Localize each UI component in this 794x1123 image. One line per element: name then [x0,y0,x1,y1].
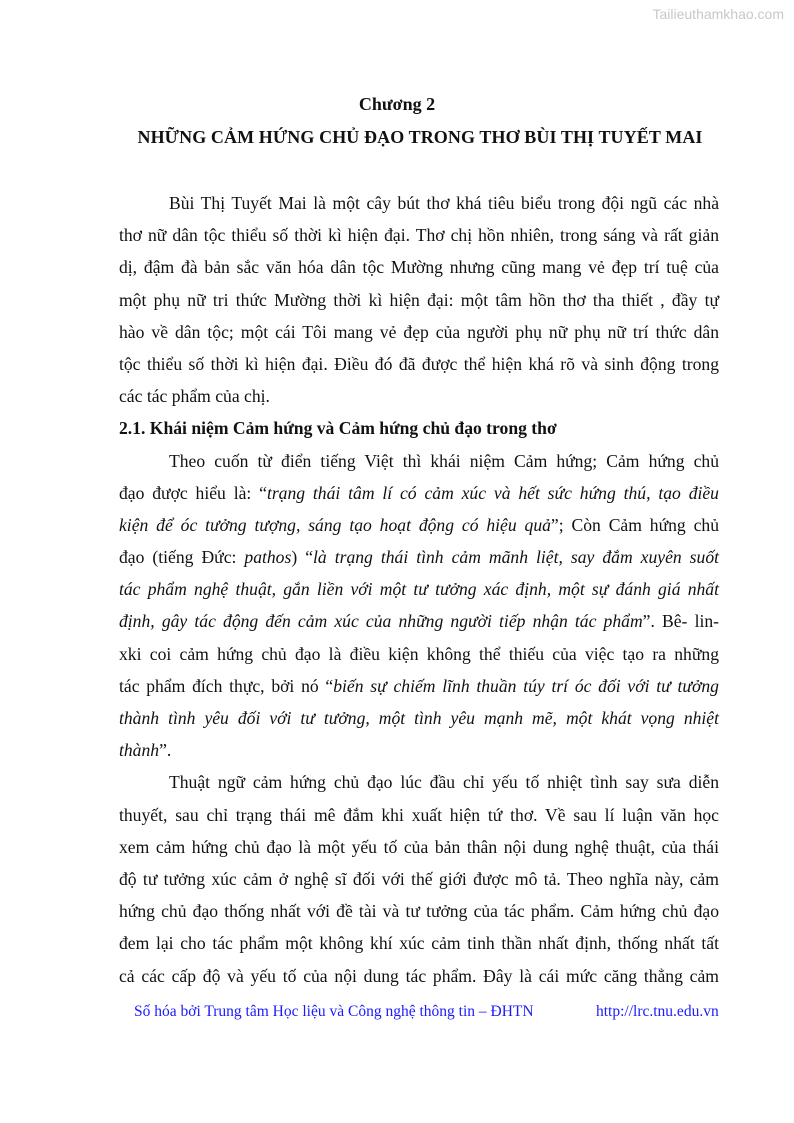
text-segment: một phụ nữ tri thức Mường thời kì hiện đại: một tâm hồn thơ tha thiết , đầy tự [119,289,719,310]
text-line [119,638,719,670]
text-line [119,895,719,927]
chapter-heading: Chương 2 [358,94,436,114]
footer-link[interactable]: http://lrc.tnu.edu.vn [596,1003,719,1020]
italic-quote: pathos [244,547,292,568]
italic-quote: trạng thái tâm lí có cảm xúc và hết sức hứng thú, tạo điều [266,482,719,503]
text-segment: Bùi Thị Tuyết Mai là một cây bút thơ khá tiêu biểu trong đội ngũ các nhà [169,193,719,213]
italic-quote: thành tình yêu đối với tư tưởng, một tình yêu mạnh mẽ, một khát vọng nhiệt [119,708,719,728]
text-segment: tộc thiểu số thời kì hiện đại. Điều đó đã được thể hiện khá rõ và sinh động trong [119,353,719,374]
text-segment: Theo cuốn từ điển tiếng Việt thì khái niệm Cảm hứng; Cảm hứng chủ [169,450,719,471]
text-line [119,605,719,637]
text-segment: các tác phẩm của chị. [119,386,270,407]
text-line [119,573,719,605]
text-line [119,316,719,348]
text-segment: đạo (tiếng Đức: [119,547,245,568]
italic-quote: thành [119,740,160,761]
text-line [119,766,719,798]
text-segment: xem cảm hứng chủ đạo là một yếu tố của bản thân nội dung nghệ thuật, của thái [119,836,719,857]
italic-quote: kiện để óc tưởng tượng, sáng tạo hoạt động có hiệu quả [119,514,551,535]
text-segment: đạo được hiểu là: “ [119,482,267,503]
text-line [119,702,719,734]
text-line [119,187,719,219]
italic-quote: biến sự chiếm lĩnh thuần túy trí óc đối với tư tưởng [333,675,719,696]
text-segment: dị, đậm đà bản sắc văn hóa dân tộc Mường nhưng cũng mang vẻ đẹp trí tuệ của [119,257,719,278]
text-segment: độ tư tưởng xúc cảm ở nghệ sĩ đối với thế giới được mô tả. Theo nghĩa này, cảm [119,868,719,889]
text-segment: thơ nữ dân tộc thiểu số thời kì hiện đại. Thơ chị hồn nhiên, trong sáng và rất giản [119,225,719,246]
text-line [119,799,719,831]
text-line [119,831,719,863]
text-line [119,284,719,316]
text-segment: đem lại cho tác phẩm một không khí xúc cảm tinh thần nhất định, thống nhất tất [119,933,719,954]
text-line [119,670,719,702]
text-line [119,380,719,412]
text-segment: ”. Bê- lin- [642,611,719,632]
text-segment: ”; Còn Cảm hứng chủ [550,514,719,535]
text-line [119,509,719,541]
text-segment: 2.1. Khái niệm Cảm hứng và Cảm hứng chủ đạo trong thơ [119,418,557,439]
text-segment: hào về dân tộc; một cái Tôi mang vẻ đẹp của người phụ nữ phụ nữ trí thức dân [119,321,719,342]
text-segment: xki coi cảm hứng chủ đạo là điều kiện không thể thiếu của việc tạo ra những [119,643,719,664]
text-line [119,541,719,573]
text-line [119,348,719,380]
text-segment: tác phẩm đích thực, bởi nó “ [119,675,334,696]
text-segment: ) “ [291,547,314,568]
text-line [119,863,719,895]
text-segment: Thuật ngữ cảm hứng chủ đạo lúc đầu chỉ yếu tố nhiệt tình say sưa diễn [169,772,719,793]
section-heading [119,412,719,444]
italic-quote: là trạng thái tình cảm mãnh liệt, say đắm xuyên suốt [313,547,720,568]
text-line [119,960,719,992]
text-line [119,927,719,959]
italic-quote: tác phẩm nghệ thuật, gắn liền với một tư tưởng xác định, một sự đánh giá nhất [119,579,719,600]
text-segment: hứng chủ đạo thống nhất với đề tài và tư tưởng của tác phẩm. Cảm hứng chủ đạo [119,901,719,922]
chapter-title: NHỮNG CẢM HỨNG CHỦ ĐẠO TRONG THƠ BÙI THỊ TUYẾT MAI [137,127,703,147]
watermark: Tailieuthamkhao.com [652,6,784,22]
text-segment: cả các cấp độ và yếu tố của nội dung tác phẩm. Đây là cái mức căng thẳng cảm [119,965,719,986]
text-line [119,219,719,251]
text-line [119,445,719,477]
text-segment: thuyết, sau chỉ trạng thái mê đắm khi xuất hiện tứ thơ. Về sau lí luận văn học [119,804,719,825]
text-line [119,477,719,509]
italic-quote: định, gây tác động đến cảm xúc của những người tiếp nhận tác phẩm [119,611,643,632]
text-line [119,734,719,766]
footer-credit: Số hóa bởi Trung tâm Học liệu và Công nghệ thông tin – ĐHTN [134,1003,534,1020]
text-segment: ”. [159,740,172,761]
text-line [119,251,719,283]
body-text [119,187,719,992]
